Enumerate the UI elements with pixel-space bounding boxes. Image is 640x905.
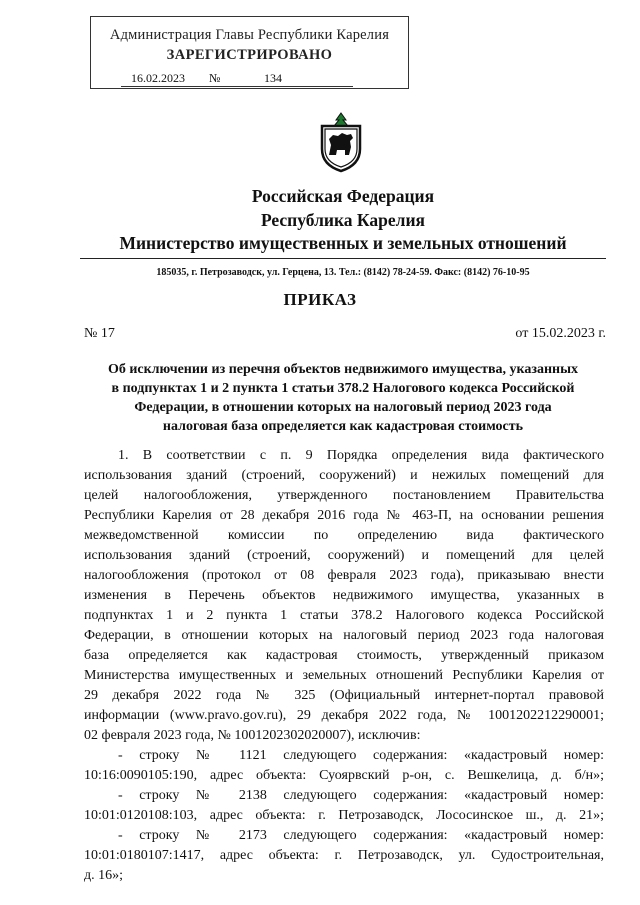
stamp-authority: Администрация Главы Республики Карелия — [109, 27, 390, 43]
subject-line: Об исключении из перечня объектов недвижимого имущества, указанных — [107, 362, 579, 377]
order-title: ПРИКАЗ — [283, 290, 357, 309]
body-line: налогообложения (протокол от 08 февраля 2023 года), приказываю внести — [84, 568, 604, 583]
body-line: использования зданий (строений, сооружений) и нежилых помещений для — [84, 468, 604, 483]
order-number: № 17 — [84, 326, 115, 341]
stamp-number: 134 — [264, 71, 282, 85]
stamp-registered: ЗАРЕГИСТРИРОВАНО — [166, 47, 333, 63]
header-address: 185035, г. Петрозаводск, ул. Герцена, 13. Тел.: (8142) 78-24-59. Факс: (8142) 76-10-95 — [156, 267, 530, 278]
header-country: Российская Федерация — [251, 186, 435, 206]
registration-stamp — [90, 16, 409, 89]
header-republic: Республика Карелия — [260, 210, 426, 230]
header-ministry: Министерство имущественных и земельных отношений — [119, 233, 567, 253]
body-line: - строку № 1121 следующего содержания: «кадастровый номер: — [118, 748, 604, 763]
body-line: подпунктах 1 и 2 пункта 1 статьи 378.2 Налогового кодекса Российской — [84, 608, 604, 623]
bear-shield-icon — [316, 111, 366, 173]
body-line: 02 февраля 2023 года, № 1001202302020007), исключив: — [84, 728, 421, 743]
body-line: Республики Карелия от 28 декабря 2016 года № 463-П, на основании решения — [84, 508, 604, 523]
body-line: межведомственной комиссии по определению вида фактического — [84, 528, 604, 543]
body-line: 10:01:0180107:1417, адрес объекта: г. Петрозаводск, ул. Судостроительная, — [84, 848, 604, 863]
body-line: использования зданий (строений, сооружений) и помещений для целей — [84, 548, 604, 563]
order-subject — [80, 360, 606, 436]
body-line: 10:16:0090105:190, адрес объекта: Суоярвский р-он, с. Вешкелица, д. б/н»; — [84, 768, 604, 783]
body-line: база определяется как кадастровая стоимость, утвержденный приказом — [84, 648, 604, 663]
body-line: Министерства имущественных и земельных отношений Республики Карелия от — [84, 668, 604, 683]
stamp-underline — [121, 86, 353, 87]
subject-line: в подпунктах 1 и 2 пункта 1 статьи 378.2 Налогового кодекса Российской — [111, 381, 575, 396]
subject-line: налоговая база определяется как кадастровая стоимость — [162, 419, 524, 434]
subject-line: Федерации, в отношении которых на налоговый период 2023 года — [134, 400, 552, 415]
stamp-no-label: № — [209, 71, 221, 85]
order-date: от 15.02.2023 г. — [515, 326, 606, 341]
stamp-date: 16.02.2023 — [131, 71, 185, 85]
header-divider — [80, 258, 606, 259]
body-line: целей налогообложения, утвержденного постановлением Правительства — [84, 488, 604, 503]
order-body — [84, 446, 604, 886]
body-line: 29 декабря 2022 года № 325 (Официальный интернет-портал правовой — [84, 688, 604, 703]
body-line: - строку № 2173 следующего содержания: «кадастровый номер: — [118, 828, 604, 843]
body-line: - строку № 2138 следующего содержания: «кадастровый номер: — [118, 788, 604, 803]
body-line: изменения в Перечень объектов недвижимого имущества, указанных в — [84, 588, 604, 603]
body-line: 1. В соответствии с п. 9 Порядка определения вида фактического — [118, 448, 604, 463]
body-line: Федерации, в отношении которых на налоговый период 2023 года налоговая — [84, 628, 604, 643]
body-line: 10:01:0120108:103, адрес объекта: г. Петрозаводск, Лососинское ш., д. 21»; — [84, 808, 604, 823]
body-line: информации (www.pravo.gov.ru), 29 декабря 2022 года, № 1001202212290001; — [84, 708, 604, 723]
body-line: д. 16»; — [84, 868, 124, 883]
